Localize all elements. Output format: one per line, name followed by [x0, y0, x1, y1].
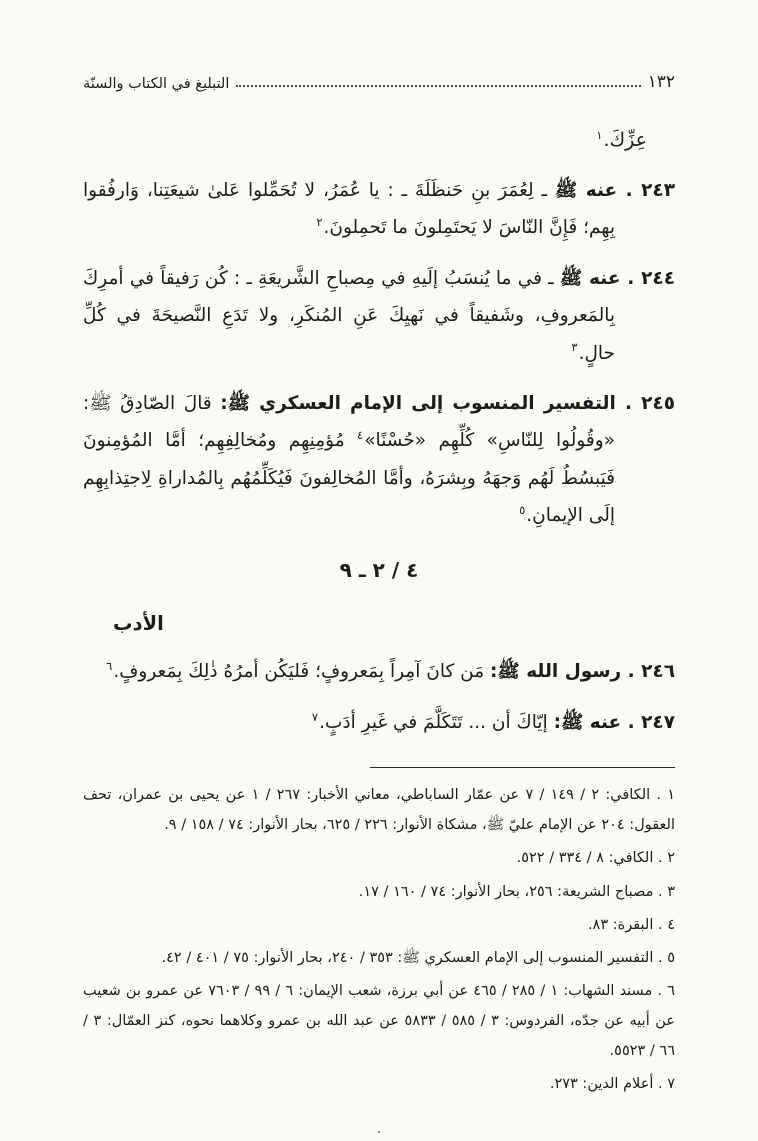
- footnote-text: الكافي: ٢ / ١٤٩ / ٧ عن عمّار الساباطي، معاني الأخبار: ٢٦٧ / ١ عن يحيى بن عمران، تحف العقول: ٢٠٤ عن الإمام عليّ ﷺ، مشكاة الأنوار: ٢٢٦ / ٦٢٥، بحار الأنوار: ٧٤ / ١٥٨ / ٩.: [83, 787, 675, 834]
- section-title: الأدب: [113, 612, 164, 636]
- hadith-text: مَن كانَ آمِراً بِمَعروفٍ؛ فَليَكُن أمرُهُ ذٰلِكَ بِمَعروفٍ.: [113, 661, 491, 683]
- hadith-item: [83, 260, 675, 372]
- continuation-text: عِزِّكَ.: [603, 129, 647, 151]
- footnote-item: [83, 943, 675, 973]
- section-number: ٤ / ٢ ـ ٩: [339, 558, 419, 583]
- footnote-text: الكافي: ٨ / ٣٣٤ / ٥٢٢.: [516, 850, 654, 867]
- hadith-number: ٢٤٣: [641, 180, 675, 202]
- hadith-number: ٢٤٧: [641, 711, 675, 733]
- hadith-number-dot: .: [615, 392, 642, 414]
- hadith-item: [83, 385, 675, 534]
- footnote-number-dot: .: [653, 883, 668, 900]
- footnote-number: ٥: [667, 949, 675, 966]
- footnotes-block: [83, 780, 675, 1100]
- hadith-item: [83, 704, 675, 741]
- footnote-reference: ٦: [106, 659, 113, 674]
- hadith-text: مُؤمِنِهِم ومُخالِفِهِم؛ أمَّا المُؤمِنونَ فَيَبسُطُ لَهُم وَجهَهُ وبِشرَهُ، وأمَّا المُخالِفونَ فَيُكَلِّمُهُم بِالمُداراةِ لِاجتِذابِهِم إلَى الإيمانِ.: [83, 430, 615, 526]
- hadith-number-dot: .: [621, 711, 642, 733]
- hadith-item: [83, 653, 675, 690]
- footnote-item: [83, 843, 675, 873]
- page-number: ١٣٢: [647, 72, 675, 92]
- page-header: [83, 72, 675, 92]
- footnote-number-dot: .: [653, 949, 668, 966]
- footnote-reference: ٣: [571, 340, 578, 355]
- hadith-source: رسول الله ﷺ:: [490, 661, 622, 683]
- footnote-number-dot: .: [653, 850, 668, 867]
- footnote-item: [83, 910, 675, 940]
- hadith-number-dot: .: [621, 661, 642, 683]
- footnote-item: [83, 1069, 675, 1099]
- footnote-number: ٦: [667, 982, 675, 999]
- footnote-number-dot: .: [650, 787, 668, 804]
- hadith-number: ٢٤٥: [641, 392, 675, 414]
- footnote-text: التفسير المنسوب إلى الإمام العسكري ﷺ: ٣٥٣ / ٢٤٠، بحار الأنوار: ٧٥ / ٤٠١ / ٤٢.: [161, 949, 654, 966]
- footnote-item: [83, 976, 675, 1066]
- footnote-text: أعلام الدين: ٢٧٣.: [549, 1076, 654, 1093]
- page-ornament-dot: ·: [376, 1125, 382, 1141]
- hadith-number: ٢٤٦: [641, 661, 675, 683]
- hadith-text: إيّاكَ أن ... تَتَكَلَّمَ في غَيرِ أدَبٍ.: [319, 711, 554, 733]
- hadith-number-dot: .: [620, 267, 642, 289]
- hadith-source: عنه ﷺ: [554, 180, 618, 202]
- section-number-heading: [83, 558, 675, 582]
- hadith-source: التفسير المنسوب إلى الإمام العسكري ﷺ:: [220, 392, 616, 414]
- footnote-reference: ١: [596, 127, 603, 142]
- footnote-number: ١: [667, 787, 676, 804]
- footnote-text: مسند الشهاب: ١ / ٢٨٥ / ٤٦٥ عن أبي برزة، شعب الإيمان: ٦ / ٩٩ / ٧٦٠٣ عن عمرو بن شعيب عن أبيه عن جدّه، الفردوس: ٣ / ٥٨٥ / ٥٨٣٣ عن عبد الله بن عمرو وكلاهما نحوه، كنز العمّال: ٣ / ٦٦ / ٥٥٢٣.: [83, 982, 675, 1060]
- footnote-number: ٧: [667, 1076, 675, 1093]
- footnote-reference: ٥: [519, 502, 526, 517]
- hadith-text: قالَ الصّادِقُ ﷺ: «وقُولُوا لِلنّاسِ» كُلِّهِم «حُسْنًا»: [83, 392, 615, 452]
- hadith-text: ـ في ما يُنسَبُ إلَيهِ في مِصباحِ الشَّريعَةِ ـ : كُن رَفيقاً في أمرِكَ بِالمَعروفِ، وشَفيقاً في نَهيِكَ عَنِ المُنكَرِ، ولا تَدَعِ النَّصيحَةَ في كُلِّ حالٍ.: [83, 267, 615, 364]
- footnote-reference: ٢: [316, 215, 323, 230]
- continuation-line: [83, 122, 675, 158]
- footnote-separator: [370, 767, 675, 768]
- footnote-text: مصباح الشريعة: ٢٥٦، بحار الأنوار: ٧٤ / ١٦٠ / ١٧.: [358, 883, 654, 900]
- hadith-item: [83, 172, 675, 247]
- hadith-number-dot: .: [617, 180, 642, 202]
- hadith-number: ٢٤٤: [641, 267, 676, 289]
- footnote-number-dot: .: [653, 1076, 668, 1093]
- footnote-reference: ٧: [311, 709, 319, 724]
- footnote-item: [83, 780, 675, 840]
- footnote-number: ٤: [667, 916, 675, 933]
- footnote-item: [83, 877, 675, 907]
- header-leader-dots: [236, 85, 640, 87]
- footnote-number: ٣: [667, 883, 675, 900]
- book-title: التبليغ في الكتاب والسنّة: [83, 76, 230, 92]
- footnote-number: ٢: [667, 850, 675, 867]
- hadith-source: عنه ﷺ:: [553, 711, 622, 733]
- footnote-text: البقرة: ٨٣.: [587, 916, 654, 933]
- footnote-number-dot: .: [653, 916, 668, 933]
- footnote-number-dot: .: [652, 982, 668, 999]
- hadith-source: عنه ﷺ: [559, 267, 621, 289]
- hadith-text: ـ لِعُمَرَ بنِ حَنظَلَةَ ـ : يا عُمَرُ، لا تُحَمِّلوا عَلىٰ شيعَتِنا، وَارفُقوا بِهِم؛ فَإِنَّ النّاسَ لا يَحتَمِلونَ ما تَحمِلونَ.: [83, 180, 615, 239]
- footnote-reference: ٤: [357, 428, 364, 443]
